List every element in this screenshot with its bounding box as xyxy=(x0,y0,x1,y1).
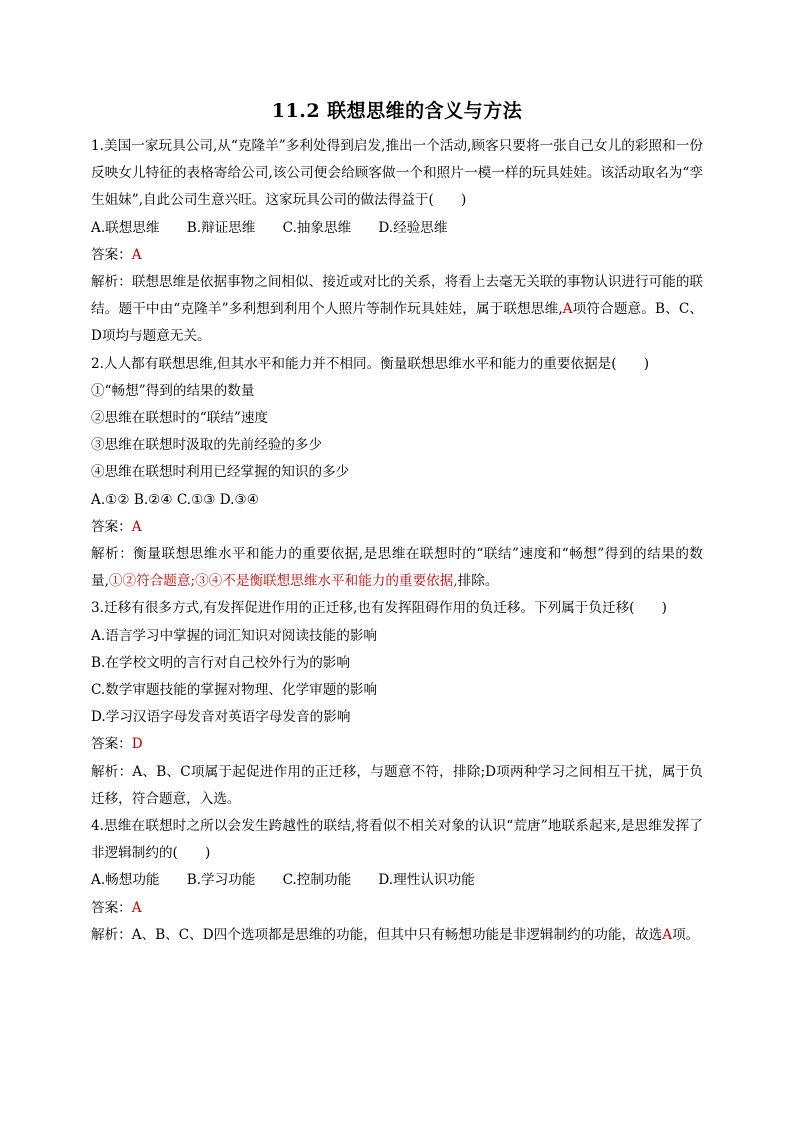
question-2-item-1: ①“畅想”得到的结果的数量 xyxy=(91,382,255,399)
analysis-label: 解析： xyxy=(91,274,132,291)
answer-value: A xyxy=(131,246,142,263)
answer-label: 答案： xyxy=(91,246,132,263)
answer-label: 答案： xyxy=(91,736,132,753)
analysis-label: 解析： xyxy=(91,546,134,563)
question-2-answer xyxy=(91,514,703,541)
question-2-analysis xyxy=(91,541,703,595)
analysis-label: 解析： xyxy=(91,763,133,780)
question-3-option-d: D.学习汉语字母发音对英语字母发音的影响 xyxy=(91,709,351,726)
answer-value: A xyxy=(131,518,142,535)
analysis-tail: 排除。 xyxy=(457,573,499,590)
analysis-text: 衡量联想思维水平和能力的重要依据,是思维在联想时的“联结”速度和“畅想”得到的结果的数量, xyxy=(91,546,704,590)
question-3-answer xyxy=(91,731,703,758)
analysis-label: 解析： xyxy=(91,926,132,943)
question-2-text: 2.人人都有联想思维,但其水平和能力并不相同。衡量联想思维水平和能力的重要依据是( ) xyxy=(91,355,650,372)
question-2-item-3: ③思维在联想时汲取的先前经验的多少 xyxy=(91,437,323,454)
question-3-option-c: C.数学审题技能的掌握对物理、化学审题的影响 xyxy=(91,682,378,699)
question-4-analysis xyxy=(91,922,703,949)
document-content xyxy=(91,133,703,949)
analysis-tail: 项符合题意。B、C、D项均与题意无关。 xyxy=(91,301,704,345)
question-1-options: A.联想思维 B.辩证思维 C.抽象思维 D.经验思维 xyxy=(91,219,448,236)
analysis-tail: 项。 xyxy=(672,926,700,943)
question-2-item-4: ④思维在联想时利用已经掌握的知识的多少 xyxy=(91,464,350,481)
analysis-text: 联想思维是依据事物之间相似、接近或对比的关系，将看上去毫无关联的事物认识进行可能的联结。题干中由“克隆羊”多利想到利用个人照片等制作玩具娃娃，属于联想思维, xyxy=(91,274,704,318)
answer-value: A xyxy=(131,899,142,916)
question-3-option-a: A.语言学习中掌握的词汇知识对阅读技能的影响 xyxy=(91,627,378,644)
question-4-options: A.畅想功能 B.学习功能 C.控制功能 D.理性认识功能 xyxy=(91,872,475,889)
question-3-option-b: B.在学校文明的言行对自己校外行为的影响 xyxy=(91,654,350,671)
answer-label: 答案： xyxy=(91,899,132,916)
question-3-analysis xyxy=(91,759,703,813)
analysis-highlight: A xyxy=(662,926,673,943)
page-title: 11.2 联想思维的含义与方法 xyxy=(271,100,523,122)
analysis-text: A、B、C项属于起促进作用的正迁移，与题意不符，排除;D项两种学习之间相互干扰，属于负迁移，符合题意，入选。 xyxy=(91,763,704,807)
answer-value: D xyxy=(131,736,143,753)
analysis-text: A、B、C、D四个选项都是思维的功能，但其中只有畅想功能是非逻辑制约的功能，故选 xyxy=(131,926,663,943)
question-1-answer xyxy=(91,242,703,269)
question-4-answer xyxy=(91,895,703,922)
question-1-text: 1.美国一家玩具公司,从“克隆羊”多利处得到启发,推出一个活动,顾客只要将一张自己女儿的彩照和一份反映女儿特征的表格寄给公司,该公司便会给顾客做一个和照片一模一样的玩具娃娃。该活动取名为“孪生姐妹”,自此公司生意兴旺。这家玩具公司的做法得益于( ) xyxy=(91,138,703,209)
question-3-text: 3.迁移有很多方式,有发挥促进作用的正迁移,也有发挥阻碍作用的负迁移。下列属于负迁移( ) xyxy=(91,600,667,617)
question-2-item-2: ②思维在联想时的“联结”速度 xyxy=(91,410,269,427)
analysis-highlight: A xyxy=(562,301,573,318)
question-4-text: 4.思维在联想时之所以会发生跨越性的联结,将看似不相关对象的认识“荒唐”地联系起来,是思维发挥了非逻辑制约的( ) xyxy=(91,818,703,862)
question-1-analysis xyxy=(91,269,703,351)
analysis-highlight: ①②符合题意;③④不是衡联想思维水平和能力的重要依据, xyxy=(108,573,458,590)
answer-label: 答案： xyxy=(91,518,132,535)
question-2-options: A.①② B.②④ C.①③ D.③④ xyxy=(91,491,259,508)
